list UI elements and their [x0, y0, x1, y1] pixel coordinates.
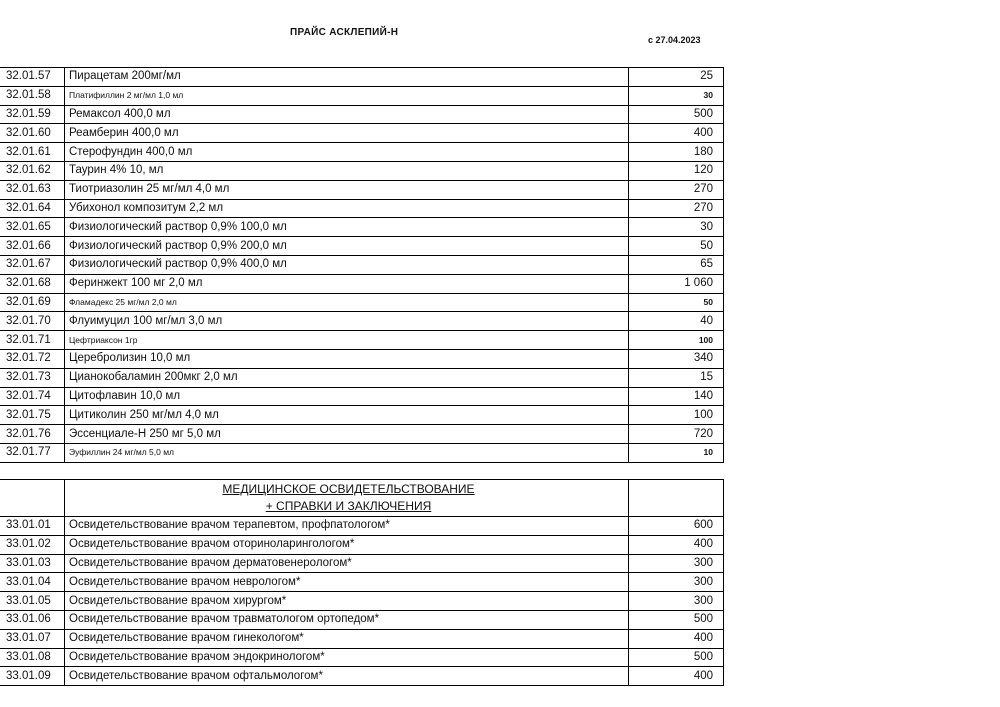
- item-code: 33.01.06: [0, 610, 65, 629]
- item-name: Таурин 4% 10, мл: [65, 161, 629, 180]
- table-row: [0, 218, 724, 237]
- item-name: Цитофлавин 10,0 мл: [65, 387, 629, 406]
- table-row: [0, 406, 724, 425]
- item-code: 33.01.01: [0, 517, 65, 536]
- item-code: 33.01.07: [0, 629, 65, 648]
- item-code: 33.01.05: [0, 592, 65, 611]
- item-price: 600: [629, 517, 724, 536]
- table-row: [0, 86, 724, 105]
- item-name: Освидетельствование врачом эндокринологом*: [65, 648, 629, 667]
- item-price: 400: [629, 124, 724, 143]
- item-price: 30: [629, 218, 724, 237]
- table-row: [0, 312, 724, 331]
- table-row: [0, 629, 724, 648]
- item-code: 32.01.72: [0, 349, 65, 368]
- item-price: 100: [629, 331, 724, 350]
- item-price: 270: [629, 180, 724, 199]
- table-row: [0, 443, 724, 462]
- item-name: Освидетельствование врачом оториноларингологом*: [65, 535, 629, 554]
- medical-exam-table-body: [0, 480, 724, 686]
- item-name: Пирацетам 200мг/мл: [65, 68, 629, 87]
- item-price: 65: [629, 255, 724, 274]
- section-header-row: [0, 480, 724, 517]
- table-row: [0, 517, 724, 536]
- item-code: 33.01.08: [0, 648, 65, 667]
- item-name: Освидетельствование врачом травматологом ортопедом*: [65, 610, 629, 629]
- item-price: 300: [629, 592, 724, 611]
- item-price: 340: [629, 349, 724, 368]
- item-code: 32.01.76: [0, 425, 65, 444]
- medications-table: [0, 67, 724, 463]
- item-name: Церебролизин 10,0 мл: [65, 349, 629, 368]
- table-row: [0, 667, 724, 686]
- table-row: [0, 180, 724, 199]
- item-price: 140: [629, 387, 724, 406]
- item-code: 32.01.67: [0, 255, 65, 274]
- item-code: 32.01.70: [0, 312, 65, 331]
- item-code: 32.01.62: [0, 161, 65, 180]
- section-header-code-cell: [0, 480, 65, 517]
- item-price: 40: [629, 312, 724, 331]
- item-price: 300: [629, 554, 724, 573]
- item-code: 32.01.65: [0, 218, 65, 237]
- item-name: Феринжект 100 мг 2,0 мл: [65, 274, 629, 293]
- table-row: [0, 105, 724, 124]
- item-price: 500: [629, 610, 724, 629]
- item-name: Стерофундин 400,0 мл: [65, 143, 629, 162]
- item-name: Флуимуцил 100 мг/мл 3,0 мл: [65, 312, 629, 331]
- item-code: 32.01.66: [0, 237, 65, 256]
- table-row: [0, 349, 724, 368]
- table-row: [0, 68, 724, 87]
- table-row: [0, 573, 724, 592]
- table-row: [0, 387, 724, 406]
- section-title-line2: + СПРАВКИ И ЗАКЛЮЧЕНИЯ: [265, 499, 432, 513]
- section-title: [65, 480, 629, 517]
- page-title: ПРАЙС АСКЛЕПИЙ-Н: [290, 27, 399, 38]
- table-row: [0, 199, 724, 218]
- table-row: [0, 331, 724, 350]
- item-name: Освидетельствование врачом дерматовенерологом*: [65, 554, 629, 573]
- table-row: [0, 237, 724, 256]
- item-name: Фламадекс 25 мг/мл 2,0 мл: [65, 293, 629, 312]
- item-name: Освидетельствование врачом гинекологом*: [65, 629, 629, 648]
- item-code: 33.01.03: [0, 554, 65, 573]
- item-price: 25: [629, 68, 724, 87]
- table-row: [0, 592, 724, 611]
- item-price: 30: [629, 86, 724, 105]
- item-name: Физиологический раствор 0,9% 100,0 мл: [65, 218, 629, 237]
- item-price: 50: [629, 293, 724, 312]
- item-price: 400: [629, 629, 724, 648]
- item-code: 33.01.09: [0, 667, 65, 686]
- item-price: 500: [629, 105, 724, 124]
- price-date: с 27.04.2023: [648, 35, 701, 45]
- item-name: Убихонол композитум 2,2 мл: [65, 199, 629, 218]
- item-code: 32.01.75: [0, 406, 65, 425]
- item-code: 32.01.58: [0, 86, 65, 105]
- item-code: 32.01.59: [0, 105, 65, 124]
- item-price: 500: [629, 648, 724, 667]
- item-price: 300: [629, 573, 724, 592]
- table-row: [0, 535, 724, 554]
- item-code: 33.01.04: [0, 573, 65, 592]
- table-row: [0, 274, 724, 293]
- item-code: 32.01.60: [0, 124, 65, 143]
- item-name: Платифиллин 2 мг/мл 1,0 мл: [65, 86, 629, 105]
- item-code: 32.01.71: [0, 331, 65, 350]
- item-name: Освидетельствование врачом хирургом*: [65, 592, 629, 611]
- item-price: 400: [629, 667, 724, 686]
- section-title-line1: МЕДИЦИНСКОЕ ОСВИДЕТЕЛЬСТВОВАНИЕ: [222, 482, 475, 496]
- item-name: Освидетельствование врачом офтальмологом*: [65, 667, 629, 686]
- table-row: [0, 368, 724, 387]
- table-row: [0, 143, 724, 162]
- item-name: Физиологический раствор 0,9% 400,0 мл: [65, 255, 629, 274]
- item-name: Ремаксол 400,0 мл: [65, 105, 629, 124]
- table-row: [0, 161, 724, 180]
- table-row: [0, 293, 724, 312]
- item-price: 720: [629, 425, 724, 444]
- item-name: Цефтриаксон 1гр: [65, 331, 629, 350]
- item-price: 180: [629, 143, 724, 162]
- item-name: Освидетельствование врачом терапевтом, профпатологом*: [65, 517, 629, 536]
- item-code: 32.01.77: [0, 443, 65, 462]
- table-row: [0, 610, 724, 629]
- item-price: 120: [629, 161, 724, 180]
- item-price: 15: [629, 368, 724, 387]
- item-price: 270: [629, 199, 724, 218]
- item-price: 1 060: [629, 274, 724, 293]
- medications-table-body: [0, 68, 724, 463]
- table-row: [0, 255, 724, 274]
- item-name: Тиотриазолин 25 мг/мл 4,0 мл: [65, 180, 629, 199]
- item-name: Физиологический раствор 0,9% 200,0 мл: [65, 237, 629, 256]
- table-row: [0, 554, 724, 573]
- item-name: Реамберин 400,0 мл: [65, 124, 629, 143]
- item-code: 32.01.64: [0, 199, 65, 218]
- item-price: 100: [629, 406, 724, 425]
- item-code: 32.01.73: [0, 368, 65, 387]
- table-row: [0, 425, 724, 444]
- item-name: Освидетельствование врачом неврологом*: [65, 573, 629, 592]
- table-row: [0, 124, 724, 143]
- item-price: 50: [629, 237, 724, 256]
- item-code: 32.01.61: [0, 143, 65, 162]
- item-name: Цианокобаламин 200мкг 2,0 мл: [65, 368, 629, 387]
- section-header-price-cell: [629, 480, 724, 517]
- item-code: 32.01.57: [0, 68, 65, 87]
- item-code: 32.01.74: [0, 387, 65, 406]
- medical-exam-table: [0, 479, 724, 686]
- item-name: Эссенциале-Н 250 мг 5,0 мл: [65, 425, 629, 444]
- table-row: [0, 648, 724, 667]
- item-code: 32.01.69: [0, 293, 65, 312]
- item-name: Цитиколин 250 мг/мл 4,0 мл: [65, 406, 629, 425]
- item-code: 32.01.68: [0, 274, 65, 293]
- item-name: Эуфиллин 24 мг/мл 5,0 мл: [65, 443, 629, 462]
- item-code: 33.01.02: [0, 535, 65, 554]
- item-price: 400: [629, 535, 724, 554]
- item-code: 32.01.63: [0, 180, 65, 199]
- item-price: 10: [629, 443, 724, 462]
